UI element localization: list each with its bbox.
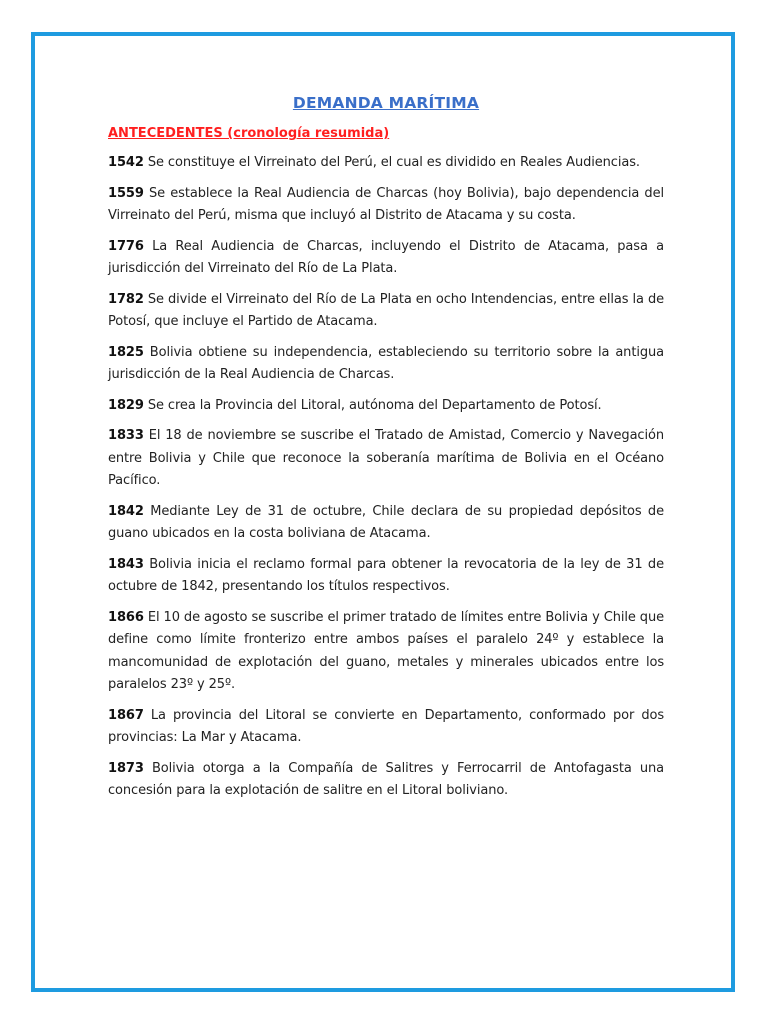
entry-year: 1842 — [108, 503, 144, 519]
entry-text: El 10 de agosto se suscribe el primer tratado de límites entre Bolivia y Chile que define como límite fronterizo entre ambos países el paralelo 24º y establece la mancomunidad de explotación del guano, metales y minerales ubicados entre los paralelos 23º y 25º. — [108, 609, 664, 692]
chronology-entry — [108, 554, 664, 599]
entry-year: 1866 — [108, 609, 144, 625]
entry-text: La provincia del Litoral se convierte en Departamento, conformado por dos provincias: La Mar y Atacama. — [108, 707, 664, 745]
chronology-entry — [108, 152, 664, 175]
entry-text: Se crea la Provincia del Litoral, autónoma del Departamento de Potosí. — [147, 397, 602, 413]
entry-year: 1829 — [108, 397, 144, 413]
chronology-entry — [108, 395, 664, 418]
entry-year: 1867 — [108, 707, 144, 723]
entry-text: Se constituye el Virreinato del Perú, el cual es dividido en Reales Audiencias. — [147, 155, 640, 170]
chronology-entry — [108, 758, 664, 803]
chronology-entry — [108, 501, 664, 546]
entry-year: 1776 — [108, 238, 144, 254]
chronology-entry — [108, 236, 664, 281]
chronology-entry — [108, 289, 664, 334]
chronology-entry — [108, 342, 664, 387]
entry-year: 1873 — [108, 760, 144, 776]
entry-text: El 18 de noviembre se suscribe el Tratado de Amistad, Comercio y Navegación entre Bolivia y Chile que reconoce la soberanía marítima de Bolivia en el Océano Pacífico. — [108, 428, 664, 488]
chronology-entry — [108, 425, 664, 493]
entry-year: 1843 — [108, 556, 144, 572]
document-content — [108, 92, 664, 811]
chronology-entry — [108, 607, 664, 697]
chronology-entry — [108, 183, 664, 228]
entry-text: Bolivia obtiene su independencia, estableciendo su territorio sobre la antigua jurisdicción de la Real Audiencia de Charcas. — [108, 344, 664, 382]
entry-text: Se divide el Virreinato del Río de La Plata en ocho Intendencias, entre ellas la de Potosí, que incluye el Partido de Atacama. — [108, 291, 664, 329]
document-title: DEMANDA MARÍTIMA — [292, 94, 480, 112]
entry-year: 1782 — [108, 291, 144, 307]
entry-year: 1542 — [108, 155, 144, 170]
entry-text: Bolivia otorga a la Compañía de Salitres y Ferrocarril de Antofagasta una concesión para la explotación de salitre en el Litoral boliviano. — [108, 760, 664, 798]
document-page — [31, 32, 735, 992]
entry-text: Se establece la Real Audiencia de Charcas (hoy Bolivia), bajo dependencia del Virreinato del Perú, misma que incluyó al Distrito de Atacama y su costa. — [108, 185, 664, 223]
entry-year: 1559 — [108, 185, 144, 201]
entry-text: La Real Audiencia de Charcas, incluyendo el Distrito de Atacama, pasa a jurisdicción del Virreinato del Río de La Plata. — [108, 238, 664, 276]
chronology-entry — [108, 705, 664, 750]
entry-text: Mediante Ley de 31 de octubre, Chile declara de su propiedad depósitos de guano ubicados en la costa boliviana de Atacama. — [108, 503, 664, 541]
entry-year: 1825 — [108, 344, 144, 360]
entry-text: Bolivia inicia el reclamo formal para obtener la revocatoria de la ley de 31 de octubre de 1842, presentando los títulos respectivos. — [108, 556, 664, 594]
section-subtitle: ANTECEDENTES (cronología resumida) — [108, 126, 390, 141]
entry-year: 1833 — [108, 428, 144, 443]
